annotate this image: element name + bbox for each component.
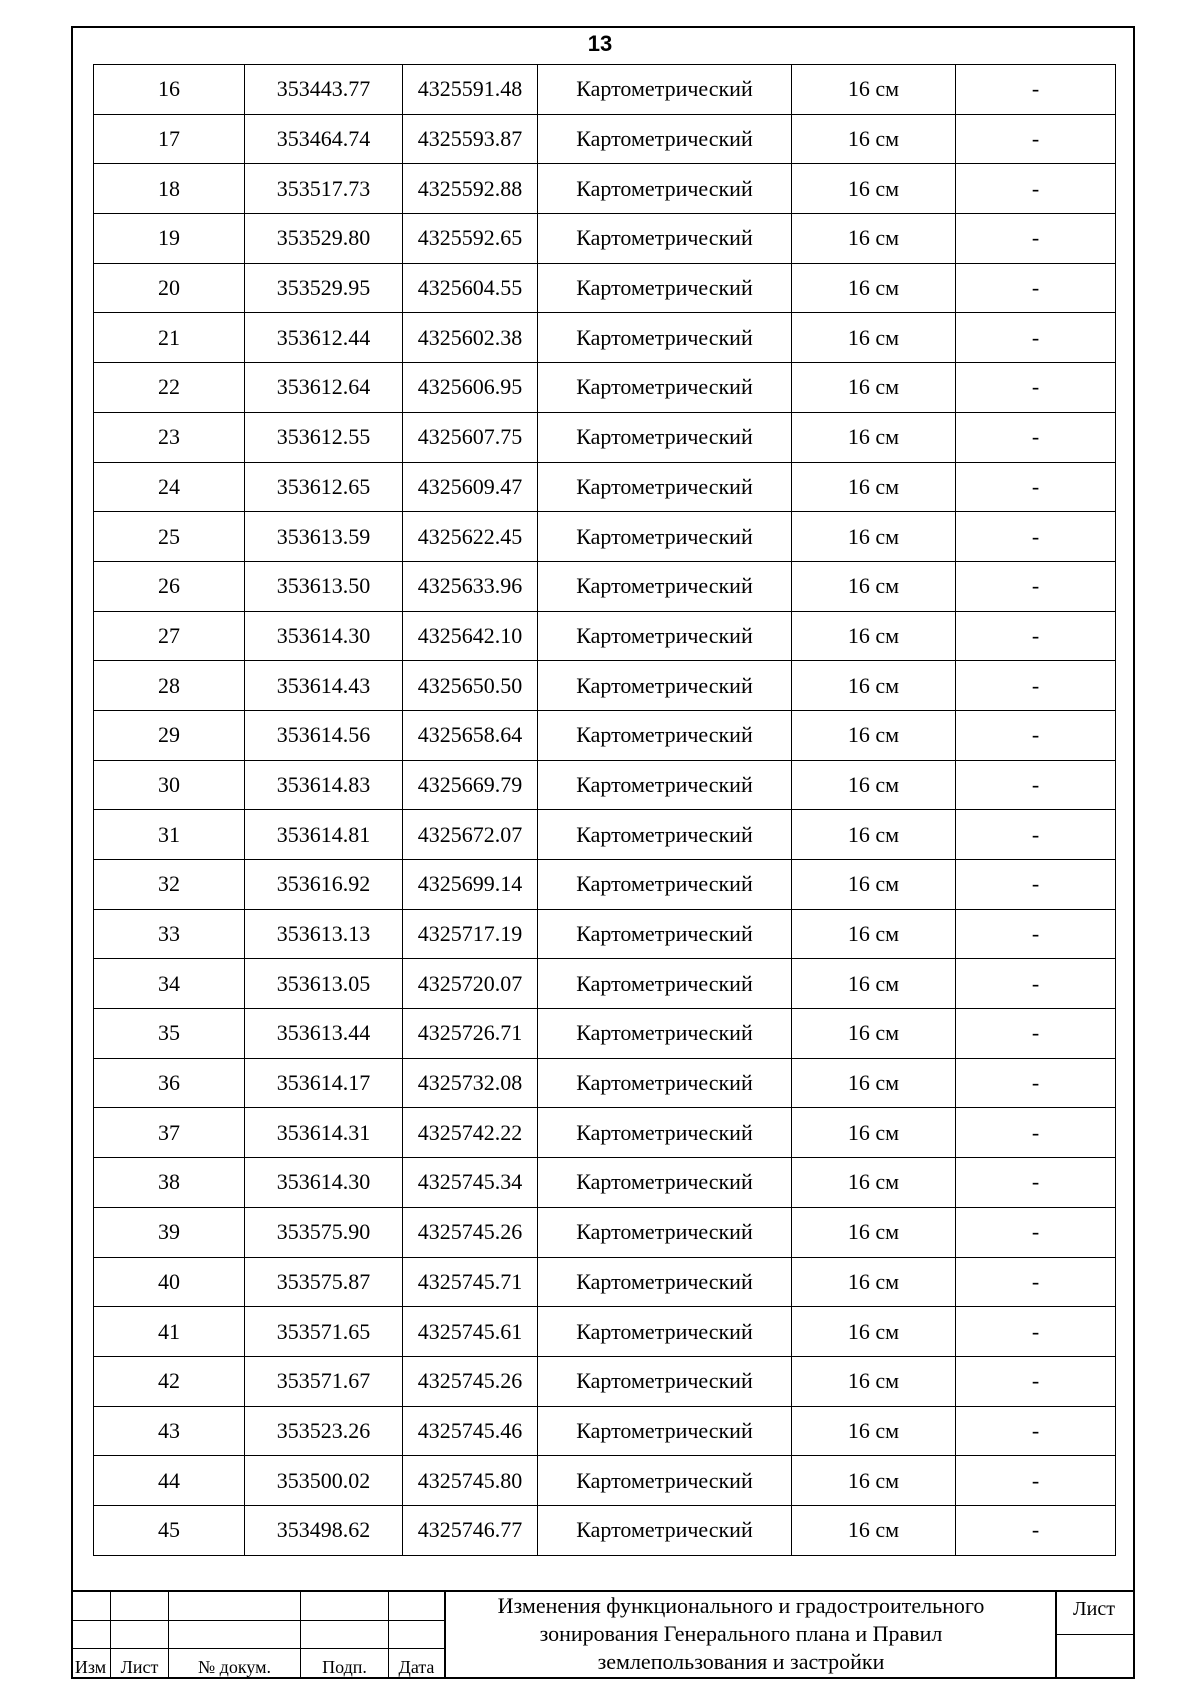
note-cell: -: [956, 65, 1116, 115]
table-row: [94, 1257, 1116, 1307]
x-coordinate-cell: 353612.44: [245, 313, 403, 363]
y-coordinate-cell: 4325745.61: [403, 1307, 538, 1357]
method-cell: Картометрический: [538, 313, 792, 363]
note-cell: -: [956, 1456, 1116, 1506]
x-coordinate-cell: 353613.59: [245, 512, 403, 562]
table-row: [94, 214, 1116, 264]
note-cell: -: [956, 1108, 1116, 1158]
method-cell: Картометрический: [538, 512, 792, 562]
x-coordinate-cell: 353571.67: [245, 1356, 403, 1406]
table-row: [94, 1009, 1116, 1059]
table-row: [94, 611, 1116, 661]
accuracy-cell: 16 см: [792, 1158, 956, 1208]
document-title: [441, 1592, 1041, 1676]
method-cell: Картометрический: [538, 810, 792, 860]
x-coordinate-cell: 353529.80: [245, 214, 403, 264]
note-cell: -: [956, 263, 1116, 313]
accuracy-cell: 16 см: [792, 1505, 956, 1555]
accuracy-cell: 16 см: [792, 1257, 956, 1307]
note-cell: -: [956, 412, 1116, 462]
x-coordinate-cell: 353464.74: [245, 114, 403, 164]
x-coordinate-cell: 353614.56: [245, 710, 403, 760]
table-row: [94, 462, 1116, 512]
document-title-line-3: землепользования и застройки: [597, 1649, 885, 1674]
note-cell: -: [956, 1307, 1116, 1357]
accuracy-cell: 16 см: [792, 1456, 956, 1506]
table-row: [94, 909, 1116, 959]
accuracy-cell: 16 см: [792, 561, 956, 611]
point-number-cell: 32: [94, 860, 245, 910]
x-coordinate-cell: 353613.13: [245, 909, 403, 959]
accuracy-cell: 16 см: [792, 114, 956, 164]
table-row: [94, 1356, 1116, 1406]
y-coordinate-cell: 4325745.80: [403, 1456, 538, 1506]
accuracy-cell: 16 см: [792, 1406, 956, 1456]
y-coordinate-cell: 4325591.48: [403, 65, 538, 115]
accuracy-cell: 16 см: [792, 611, 956, 661]
method-cell: Картометрический: [538, 1108, 792, 1158]
table-row: [94, 661, 1116, 711]
method-cell: Картометрический: [538, 164, 792, 214]
point-number-cell: 30: [94, 760, 245, 810]
point-number-cell: 41: [94, 1307, 245, 1357]
x-coordinate-cell: 353612.55: [245, 412, 403, 462]
y-coordinate-cell: 4325622.45: [403, 512, 538, 562]
method-cell: Картометрический: [538, 1058, 792, 1108]
note-cell: -: [956, 710, 1116, 760]
note-cell: -: [956, 114, 1116, 164]
x-coordinate-cell: 353614.30: [245, 1158, 403, 1208]
method-cell: Картометрический: [538, 462, 792, 512]
x-coordinate-cell: 353614.17: [245, 1058, 403, 1108]
y-coordinate-cell: 4325593.87: [403, 114, 538, 164]
table-row: [94, 313, 1116, 363]
accuracy-cell: 16 см: [792, 164, 956, 214]
point-number-cell: 29: [94, 710, 245, 760]
note-cell: -: [956, 1207, 1116, 1257]
y-coordinate-cell: 4325745.26: [403, 1356, 538, 1406]
point-number-cell: 35: [94, 1009, 245, 1059]
y-coordinate-cell: 4325606.95: [403, 363, 538, 413]
table-row: [94, 959, 1116, 1009]
x-coordinate-cell: 353614.83: [245, 760, 403, 810]
table-row: [94, 810, 1116, 860]
page-number: 13: [587, 31, 613, 56]
table-row: [94, 1456, 1116, 1506]
accuracy-cell: 16 см: [792, 909, 956, 959]
point-number-cell: 26: [94, 561, 245, 611]
stamp-label-signature: Подп.: [322, 1657, 367, 1677]
point-number-cell: 17: [94, 114, 245, 164]
y-coordinate-cell: 4325604.55: [403, 263, 538, 313]
y-coordinate-cell: 4325650.50: [403, 661, 538, 711]
point-number-cell: 21: [94, 313, 245, 363]
y-coordinate-cell: 4325745.46: [403, 1406, 538, 1456]
coordinates-table: [93, 64, 1116, 1556]
method-cell: Картометрический: [538, 909, 792, 959]
table-row: [94, 1307, 1116, 1357]
x-coordinate-cell: 353614.81: [245, 810, 403, 860]
x-coordinate-cell: 353523.26: [245, 1406, 403, 1456]
note-cell: -: [956, 214, 1116, 264]
table-row: [94, 860, 1116, 910]
method-cell: Картометрический: [538, 860, 792, 910]
note-cell: -: [956, 810, 1116, 860]
method-cell: Картометрический: [538, 114, 792, 164]
method-cell: Картометрический: [538, 363, 792, 413]
y-coordinate-cell: 4325607.75: [403, 412, 538, 462]
note-cell: -: [956, 1158, 1116, 1208]
table-row: [94, 760, 1116, 810]
point-number-cell: 44: [94, 1456, 245, 1506]
method-cell: Картометрический: [538, 1158, 792, 1208]
method-cell: Картометрический: [538, 263, 792, 313]
accuracy-cell: 16 см: [792, 1307, 956, 1357]
x-coordinate-cell: 353500.02: [245, 1456, 403, 1506]
table-row: [94, 1158, 1116, 1208]
point-number-cell: 42: [94, 1356, 245, 1406]
point-number-cell: 20: [94, 263, 245, 313]
y-coordinate-cell: 4325669.79: [403, 760, 538, 810]
accuracy-cell: 16 см: [792, 65, 956, 115]
method-cell: Картометрический: [538, 760, 792, 810]
method-cell: Картометрический: [538, 1207, 792, 1257]
point-number-cell: 23: [94, 412, 245, 462]
method-cell: Картометрический: [538, 611, 792, 661]
coordinates-table-body: [94, 65, 1116, 1556]
point-number-cell: 18: [94, 164, 245, 214]
note-cell: -: [956, 462, 1116, 512]
y-coordinate-cell: 4325720.07: [403, 959, 538, 1009]
point-number-cell: 24: [94, 462, 245, 512]
table-row: [94, 65, 1116, 115]
y-coordinate-cell: 4325732.08: [403, 1058, 538, 1108]
point-number-cell: 19: [94, 214, 245, 264]
method-cell: Картометрический: [538, 1009, 792, 1059]
y-coordinate-cell: 4325592.88: [403, 164, 538, 214]
y-coordinate-cell: 4325745.26: [403, 1207, 538, 1257]
method-cell: Картометрический: [538, 1505, 792, 1555]
stamp-label-date: Дата: [398, 1657, 435, 1677]
accuracy-cell: 16 см: [792, 1207, 956, 1257]
table-row: [94, 363, 1116, 413]
point-number-cell: 37: [94, 1108, 245, 1158]
accuracy-cell: 16 см: [792, 1356, 956, 1406]
table-row: [94, 1207, 1116, 1257]
method-cell: Картометрический: [538, 1456, 792, 1506]
note-cell: -: [956, 1009, 1116, 1059]
x-coordinate-cell: 353498.62: [245, 1505, 403, 1555]
point-number-cell: 27: [94, 611, 245, 661]
stamp-label-change: Изм: [74, 1657, 107, 1677]
point-number-cell: 36: [94, 1058, 245, 1108]
note-cell: -: [956, 1505, 1116, 1555]
table-row: [94, 1108, 1116, 1158]
method-cell: Картометрический: [538, 1406, 792, 1456]
y-coordinate-cell: 4325672.07: [403, 810, 538, 860]
table-row: [94, 710, 1116, 760]
point-number-cell: 40: [94, 1257, 245, 1307]
accuracy-cell: 16 см: [792, 462, 956, 512]
point-number-cell: 34: [94, 959, 245, 1009]
accuracy-cell: 16 см: [792, 363, 956, 413]
x-coordinate-cell: 353443.77: [245, 65, 403, 115]
point-number-cell: 38: [94, 1158, 245, 1208]
accuracy-cell: 16 см: [792, 661, 956, 711]
x-coordinate-cell: 353575.87: [245, 1257, 403, 1307]
method-cell: Картометрический: [538, 561, 792, 611]
note-cell: -: [956, 363, 1116, 413]
y-coordinate-cell: 4325745.71: [403, 1257, 538, 1307]
y-coordinate-cell: 4325642.10: [403, 611, 538, 661]
x-coordinate-cell: 353614.43: [245, 661, 403, 711]
method-cell: Картометрический: [538, 661, 792, 711]
point-number-cell: 33: [94, 909, 245, 959]
point-number-cell: 39: [94, 1207, 245, 1257]
x-coordinate-cell: 353575.90: [245, 1207, 403, 1257]
x-coordinate-cell: 353614.30: [245, 611, 403, 661]
point-number-cell: 31: [94, 810, 245, 860]
document-title-line-1: Изменения функционального и градостроительного: [497, 1593, 985, 1618]
stamp-label-document-number: № докум.: [198, 1657, 271, 1677]
method-cell: Картометрический: [538, 1257, 792, 1307]
point-number-cell: 45: [94, 1505, 245, 1555]
table-row: [94, 1406, 1116, 1456]
x-coordinate-cell: 353517.73: [245, 164, 403, 214]
y-coordinate-cell: 4325658.64: [403, 710, 538, 760]
y-coordinate-cell: 4325609.47: [403, 462, 538, 512]
y-coordinate-cell: 4325746.77: [403, 1505, 538, 1555]
note-cell: -: [956, 860, 1116, 910]
accuracy-cell: 16 см: [792, 412, 956, 462]
note-cell: -: [956, 512, 1116, 562]
method-cell: Картометрический: [538, 65, 792, 115]
table-row: [94, 412, 1116, 462]
table-row: [94, 263, 1116, 313]
x-coordinate-cell: 353613.05: [245, 959, 403, 1009]
table-row: [94, 512, 1116, 562]
accuracy-cell: 16 см: [792, 810, 956, 860]
accuracy-cell: 16 см: [792, 1108, 956, 1158]
x-coordinate-cell: 353613.44: [245, 1009, 403, 1059]
table-row: [94, 164, 1116, 214]
y-coordinate-cell: 4325699.14: [403, 860, 538, 910]
document-title-line-2: зонирования Генерального плана и Правил: [539, 1621, 943, 1646]
method-cell: Картометрический: [538, 1307, 792, 1357]
point-number-cell: 43: [94, 1406, 245, 1456]
note-cell: -: [956, 1356, 1116, 1406]
y-coordinate-cell: 4325745.34: [403, 1158, 538, 1208]
x-coordinate-cell: 353571.65: [245, 1307, 403, 1357]
accuracy-cell: 16 см: [792, 1009, 956, 1059]
accuracy-cell: 16 см: [792, 710, 956, 760]
method-cell: Картометрический: [538, 214, 792, 264]
table-row: [94, 1505, 1116, 1555]
note-cell: -: [956, 1257, 1116, 1307]
y-coordinate-cell: 4325717.19: [403, 909, 538, 959]
note-cell: -: [956, 313, 1116, 363]
title-block: [71, 1590, 1135, 1679]
note-cell: -: [956, 561, 1116, 611]
accuracy-cell: 16 см: [792, 313, 956, 363]
y-coordinate-cell: 4325742.22: [403, 1108, 538, 1158]
table-row: [94, 1058, 1116, 1108]
note-cell: -: [956, 760, 1116, 810]
accuracy-cell: 16 см: [792, 263, 956, 313]
x-coordinate-cell: 353613.50: [245, 561, 403, 611]
method-cell: Картометрический: [538, 1356, 792, 1406]
sheet-label: Лист: [1073, 1598, 1115, 1620]
method-cell: Картометрический: [538, 412, 792, 462]
x-coordinate-cell: 353614.31: [245, 1108, 403, 1158]
y-coordinate-cell: 4325726.71: [403, 1009, 538, 1059]
x-coordinate-cell: 353616.92: [245, 860, 403, 910]
note-cell: -: [956, 611, 1116, 661]
y-coordinate-cell: 4325592.65: [403, 214, 538, 264]
y-coordinate-cell: 4325602.38: [403, 313, 538, 363]
x-coordinate-cell: 353529.95: [245, 263, 403, 313]
method-cell: Картометрический: [538, 710, 792, 760]
x-coordinate-cell: 353612.64: [245, 363, 403, 413]
accuracy-cell: 16 см: [792, 214, 956, 264]
note-cell: -: [956, 959, 1116, 1009]
table-row: [94, 561, 1116, 611]
table-row: [94, 114, 1116, 164]
x-coordinate-cell: 353612.65: [245, 462, 403, 512]
point-number-cell: 16: [94, 65, 245, 115]
note-cell: -: [956, 164, 1116, 214]
note-cell: -: [956, 1058, 1116, 1108]
accuracy-cell: 16 см: [792, 959, 956, 1009]
point-number-cell: 22: [94, 363, 245, 413]
stamp-label-sheet: Лист: [120, 1657, 159, 1677]
point-number-cell: 28: [94, 661, 245, 711]
accuracy-cell: 16 см: [792, 512, 956, 562]
method-cell: Картометрический: [538, 959, 792, 1009]
point-number-cell: 25: [94, 512, 245, 562]
note-cell: -: [956, 661, 1116, 711]
accuracy-cell: 16 см: [792, 860, 956, 910]
note-cell: -: [956, 1406, 1116, 1456]
accuracy-cell: 16 см: [792, 760, 956, 810]
accuracy-cell: 16 см: [792, 1058, 956, 1108]
y-coordinate-cell: 4325633.96: [403, 561, 538, 611]
note-cell: -: [956, 909, 1116, 959]
